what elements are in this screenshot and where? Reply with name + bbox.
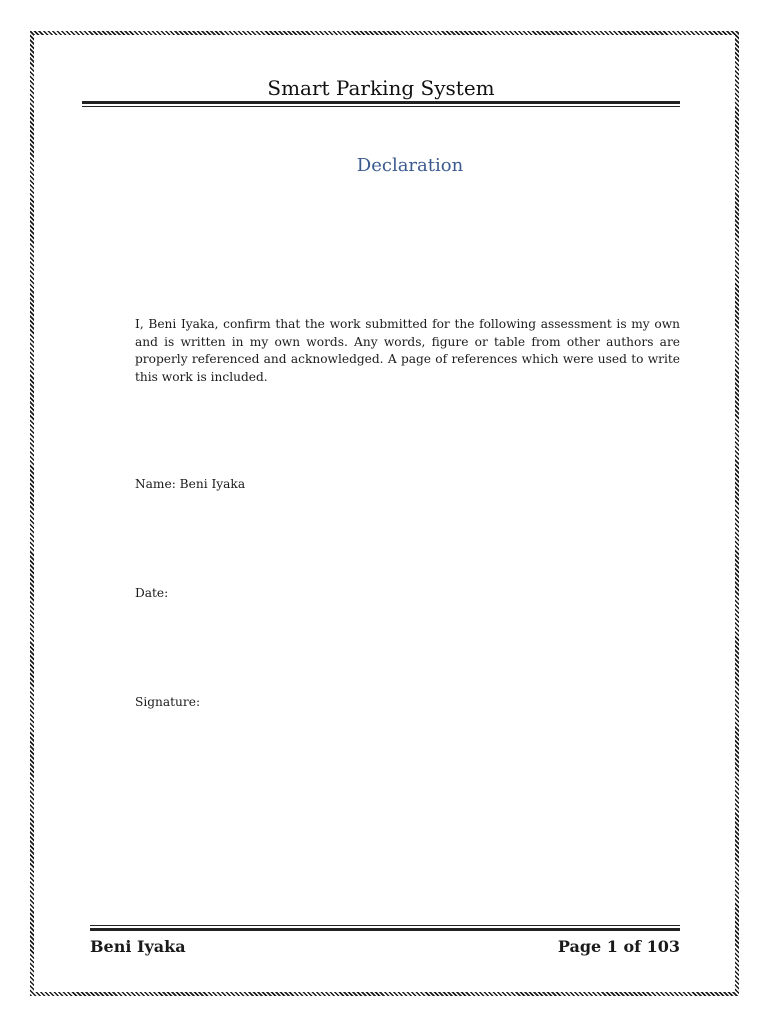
- date-field: Date:: [135, 586, 169, 600]
- footer-rule-thin: [90, 925, 680, 926]
- header-rule-thick: [82, 101, 680, 104]
- header-rule-thin: [82, 106, 680, 107]
- section-heading: Declaration: [356, 155, 464, 176]
- header-title: Smart Parking System: [267, 76, 495, 100]
- footer-page-number: Page 1 of 103: [557, 937, 680, 956]
- footer-rule-thick: [90, 928, 680, 931]
- name-field: Name: Beni Iyaka: [135, 477, 246, 491]
- declaration-paragraph: I, Beni Iyaka, confirm that the work submitted for the following assessment is my own and is written in my own words. Any words, figure or table from other authors are properly referenced and acknowledged. A page of references which were used to write this work is included.: [135, 317, 680, 384]
- footer-author: Beni Iyaka: [90, 937, 186, 956]
- signature-field: Signature:: [135, 695, 201, 709]
